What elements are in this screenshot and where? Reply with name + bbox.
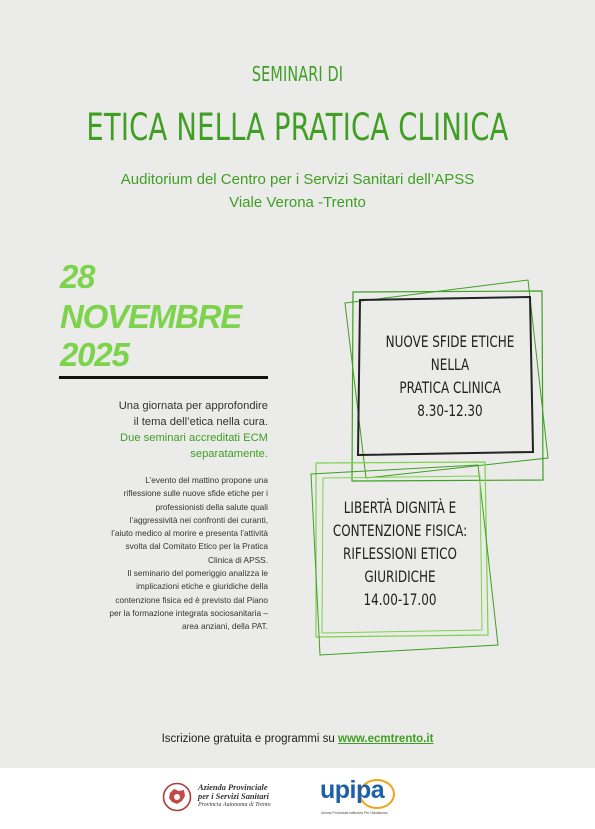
description-line: professionisti della salute quali	[155, 501, 268, 512]
header-kicker: SEMINARI DI	[251, 62, 344, 86]
registration-link[interactable]: www.ecmtrento.it	[338, 733, 434, 745]
registration-line	[0, 733, 595, 745]
apss-province: Provincia Autonoma di Trento	[198, 802, 271, 808]
venue-address: Viale Verona -Trento	[229, 194, 366, 211]
page-title: ETICA NELLA PRATICA CLINICA	[86, 106, 509, 149]
description-line: implicazioni etiche e giuridiche della	[136, 581, 268, 592]
session2-time: 14.00-17.00	[363, 590, 437, 609]
venue-name: Auditorium del Centro per i Servizi Sanitari dell’APSS	[120, 171, 475, 188]
description-line: Clinica di APSS.	[208, 554, 268, 565]
description-line: l’aiuto medico al morire e presenta l’attività	[111, 528, 268, 539]
description-line: svolta dal Comitato Etico per la Pratica	[125, 541, 268, 552]
event-month: NOVEMBRE	[60, 298, 242, 335]
session2-title: RIFLESSIONI ETICO	[343, 544, 457, 563]
upipa-logo	[318, 778, 418, 822]
upipa-tagline: Unione Provinciale Istituzioni Per l'Assistenza	[321, 811, 388, 815]
session2-card	[318, 496, 483, 611]
session2-title: LIBERTÀ DIGNITÀ E	[343, 498, 457, 517]
upipa-wordmark: upipa	[320, 776, 385, 804]
description-line: l’aggressività nei confronti dei curanti,	[129, 514, 268, 525]
intro-line: il tema dell’etica nella cura.	[133, 416, 268, 428]
apss-logo	[162, 780, 282, 816]
apss-name-line: per i Servizi Sanitari	[198, 792, 269, 801]
session1-time: 8.30-12.30	[417, 401, 483, 420]
description-line: riflessione sulle nuove sfide etiche per i	[123, 488, 268, 499]
session1-card	[368, 330, 533, 422]
description-line: L’evento del mattino propone una	[145, 475, 268, 485]
session1-title: PRATICA CLINICA	[399, 378, 501, 397]
ecm-note: separatamente.	[190, 448, 268, 460]
session2-title: GIURIDICHE	[364, 567, 436, 586]
ecm-note: Due seminari accreditati ECM	[120, 432, 268, 444]
apss-name-line: Azienda Provinciale	[198, 783, 268, 792]
session2-title: CONTENZIONE FISICA:	[332, 521, 468, 540]
event-day: 28	[60, 258, 95, 295]
registration-text: Iscrizione gratuita e programmi su	[161, 733, 335, 745]
description-line: area anziani, della PAT.	[182, 621, 268, 632]
apss-emblem-icon	[162, 782, 192, 812]
event-year: 2025	[60, 336, 129, 373]
description-line: per la formazione integrata sociosanitaria –	[109, 607, 268, 618]
description-line: contenzione fisica ed è previsto dal Piano	[115, 594, 268, 605]
description-line: Il seminario del pomeriggio analizza le	[127, 568, 268, 579]
session1-title: NUOVE SFIDE ETICHE	[385, 332, 515, 351]
session1-title: NELLA	[430, 355, 470, 374]
apss-name	[198, 783, 271, 810]
intro-line: Una giornata per approfondire	[118, 400, 268, 412]
logo-band	[0, 768, 595, 829]
